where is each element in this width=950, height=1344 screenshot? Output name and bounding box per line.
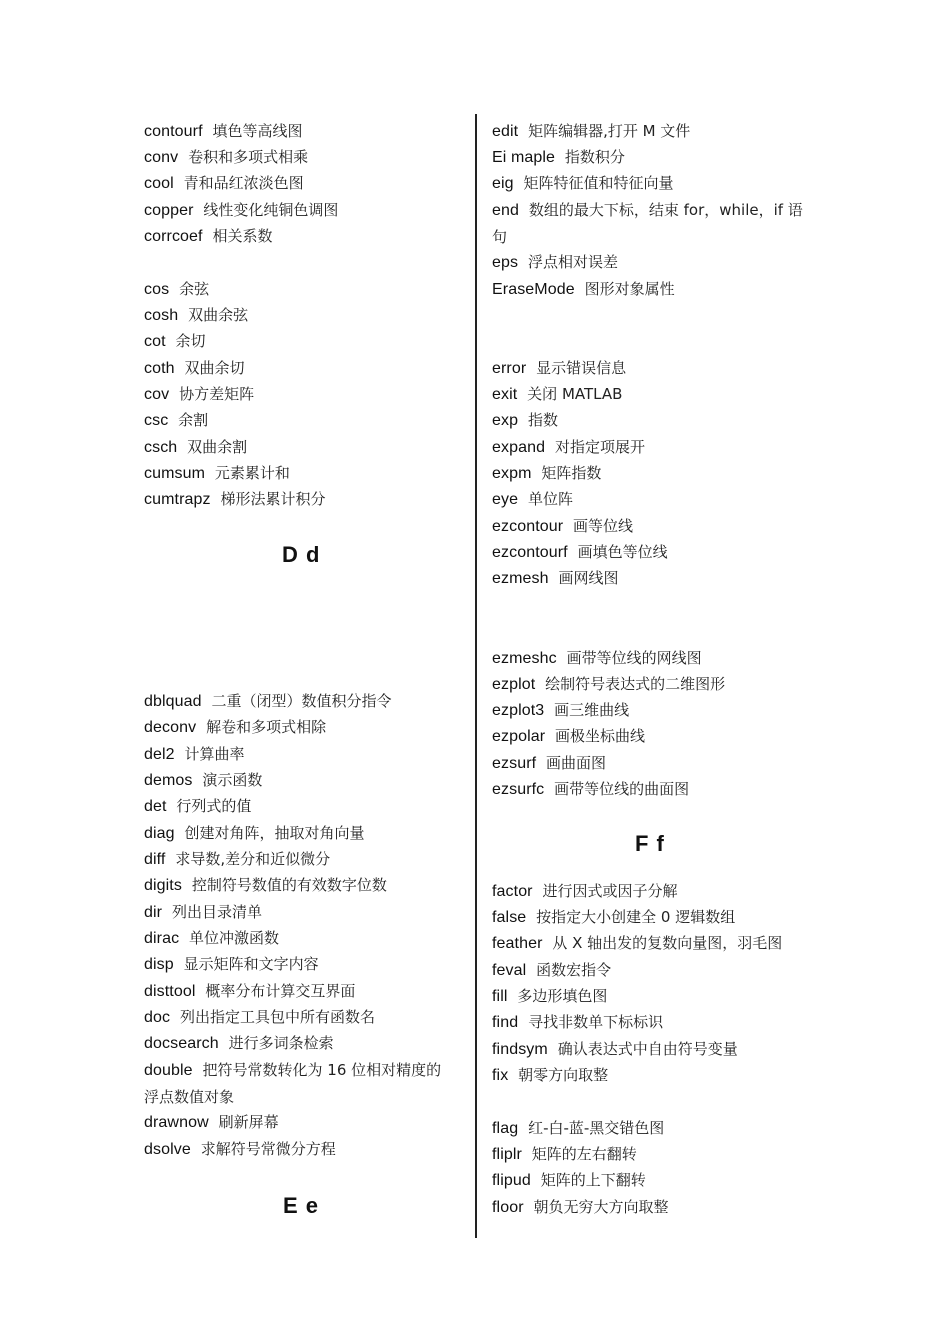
entry-ezcontour: ezcontour 画等位线	[492, 517, 634, 535]
entry-eps: eps 浮点相对误差	[492, 253, 618, 271]
entry-deconv: deconv 解卷和多项式相除	[144, 718, 327, 736]
entry-find: find 寻找非数单下标标识	[492, 1013, 664, 1031]
entry-diff: diff 求导数,差分和近似微分	[144, 850, 331, 868]
entry-feval: feval 函数宏指令	[492, 961, 612, 979]
entry-ezmeshc: ezmeshc 画带等位线的网线图	[492, 649, 702, 667]
entry-coth: coth 双曲余切	[144, 359, 245, 377]
entry-ezcontourf: ezcontourf 画填色等位线	[492, 543, 668, 561]
entry-ezplot: ezplot 绘制符号表达式的二维图形	[492, 675, 726, 693]
entry-fill: fill 多边形填色图	[492, 987, 608, 1005]
entry-cumtrapz: cumtrapz 梯形法累计积分	[144, 490, 326, 508]
entry-feather: feather 从 X 轴出发的复数向量图，羽毛图	[492, 934, 783, 952]
entry-diag: diag 创建对角阵，抽取对角向量	[144, 824, 365, 842]
entry-eye: eye 单位阵	[492, 490, 573, 508]
entry-ei-maple: Ei maple 指数积分	[492, 148, 625, 166]
entry-double: double 把符号常数转化为 16 位相对精度的浮点数值对象	[144, 1061, 442, 1107]
entry-findsym: findsym 确认表达式中自由符号变量	[492, 1040, 738, 1058]
entry-edit: edit 矩阵编辑器,打开 M 文件	[492, 122, 691, 140]
entry-det: det 行列式的值	[144, 797, 252, 815]
entry-fliplr: fliplr 矩阵的左右翻转	[492, 1145, 637, 1163]
entry-factor: factor 进行因式或因子分解	[492, 882, 678, 900]
entry-expand: expand 对指定项展开	[492, 438, 645, 456]
entry-docsearch: docsearch 进行多词条检索	[144, 1034, 334, 1052]
entry-cool: cool 青和品红浓淡色图	[144, 174, 304, 192]
entry-false: false 按指定大小创建全 0 逻辑数组	[492, 908, 736, 926]
entry-dblquad: dblquad 二重（闭型）数值积分指令	[144, 692, 392, 710]
section-heading-f: F f	[635, 831, 665, 856]
entry-ezmesh: ezmesh 画网线图	[492, 569, 619, 587]
entry-cot: cot 余切	[144, 332, 206, 350]
entry-cosh: cosh 双曲余弦	[144, 306, 249, 324]
entry-conv: conv 卷积和多项式相乘	[144, 148, 309, 166]
entry-ezsurf: ezsurf 画曲面图	[492, 754, 607, 772]
section-heading-d: D d	[282, 542, 321, 567]
entry-flag: flag 红-白-蓝-黑交错色图	[492, 1119, 665, 1137]
entry-disp: disp 显示矩阵和文字内容	[144, 955, 319, 973]
entry-del2: del2 计算曲率	[144, 745, 245, 763]
entry-end: end 数组的最大下标，结束 for，while，if 语句	[492, 201, 803, 247]
column-divider	[475, 114, 477, 1238]
entry-ezsurfc: ezsurfc 画带等位线的曲面图	[492, 780, 690, 798]
entry-drawnow: drawnow 刷新屏幕	[144, 1113, 279, 1131]
entry-contourf: contourf 填色等高线图	[144, 122, 303, 140]
entry-dirac: dirac 单位冲激函数	[144, 929, 280, 947]
entry-exit: exit 关闭 MATLAB	[492, 385, 623, 403]
entry-cov: cov 协方差矩阵	[144, 385, 255, 403]
entry-cumsum: cumsum 元素累计和	[144, 464, 290, 482]
entry-error: error 显示错误信息	[492, 359, 627, 377]
entry-flipud: flipud 矩阵的上下翻转	[492, 1171, 646, 1189]
entry-dir: dir 列出目录清单	[144, 903, 262, 921]
entry-csc: csc 余割	[144, 411, 209, 429]
entry-expm: expm 矩阵指数	[492, 464, 602, 482]
entry-csch: csch 双曲余割	[144, 438, 248, 456]
entry-digits: digits 控制符号数值的有效数字位数	[144, 876, 387, 894]
entry-ezplot3: ezplot3 画三维曲线	[492, 701, 630, 719]
entry-doc: doc 列出指定工具包中所有函数名	[144, 1008, 375, 1026]
entry-corrcoef: corrcoef 相关系数	[144, 227, 273, 245]
entry-fix: fix 朝零方向取整	[492, 1066, 609, 1084]
section-heading-e: E e	[283, 1193, 320, 1218]
entry-exp: exp 指数	[492, 411, 558, 429]
entry-cos: cos 余弦	[144, 280, 210, 298]
entry-dsolve: dsolve 求解符号常微分方程	[144, 1140, 336, 1158]
entry-eig: eig 矩阵特征值和特征向量	[492, 174, 674, 192]
entry-disttool: disttool 概率分布计算交互界面	[144, 982, 356, 1000]
entry-copper: copper 线性变化纯铜色调图	[144, 201, 339, 219]
entry-floor: floor 朝负无穷大方向取整	[492, 1198, 669, 1216]
entry-erasemode: EraseMode 图形对象属性	[492, 280, 675, 298]
entry-demos: demos 演示函数	[144, 771, 263, 789]
entry-ezpolar: ezpolar 画极坐标曲线	[492, 727, 646, 745]
